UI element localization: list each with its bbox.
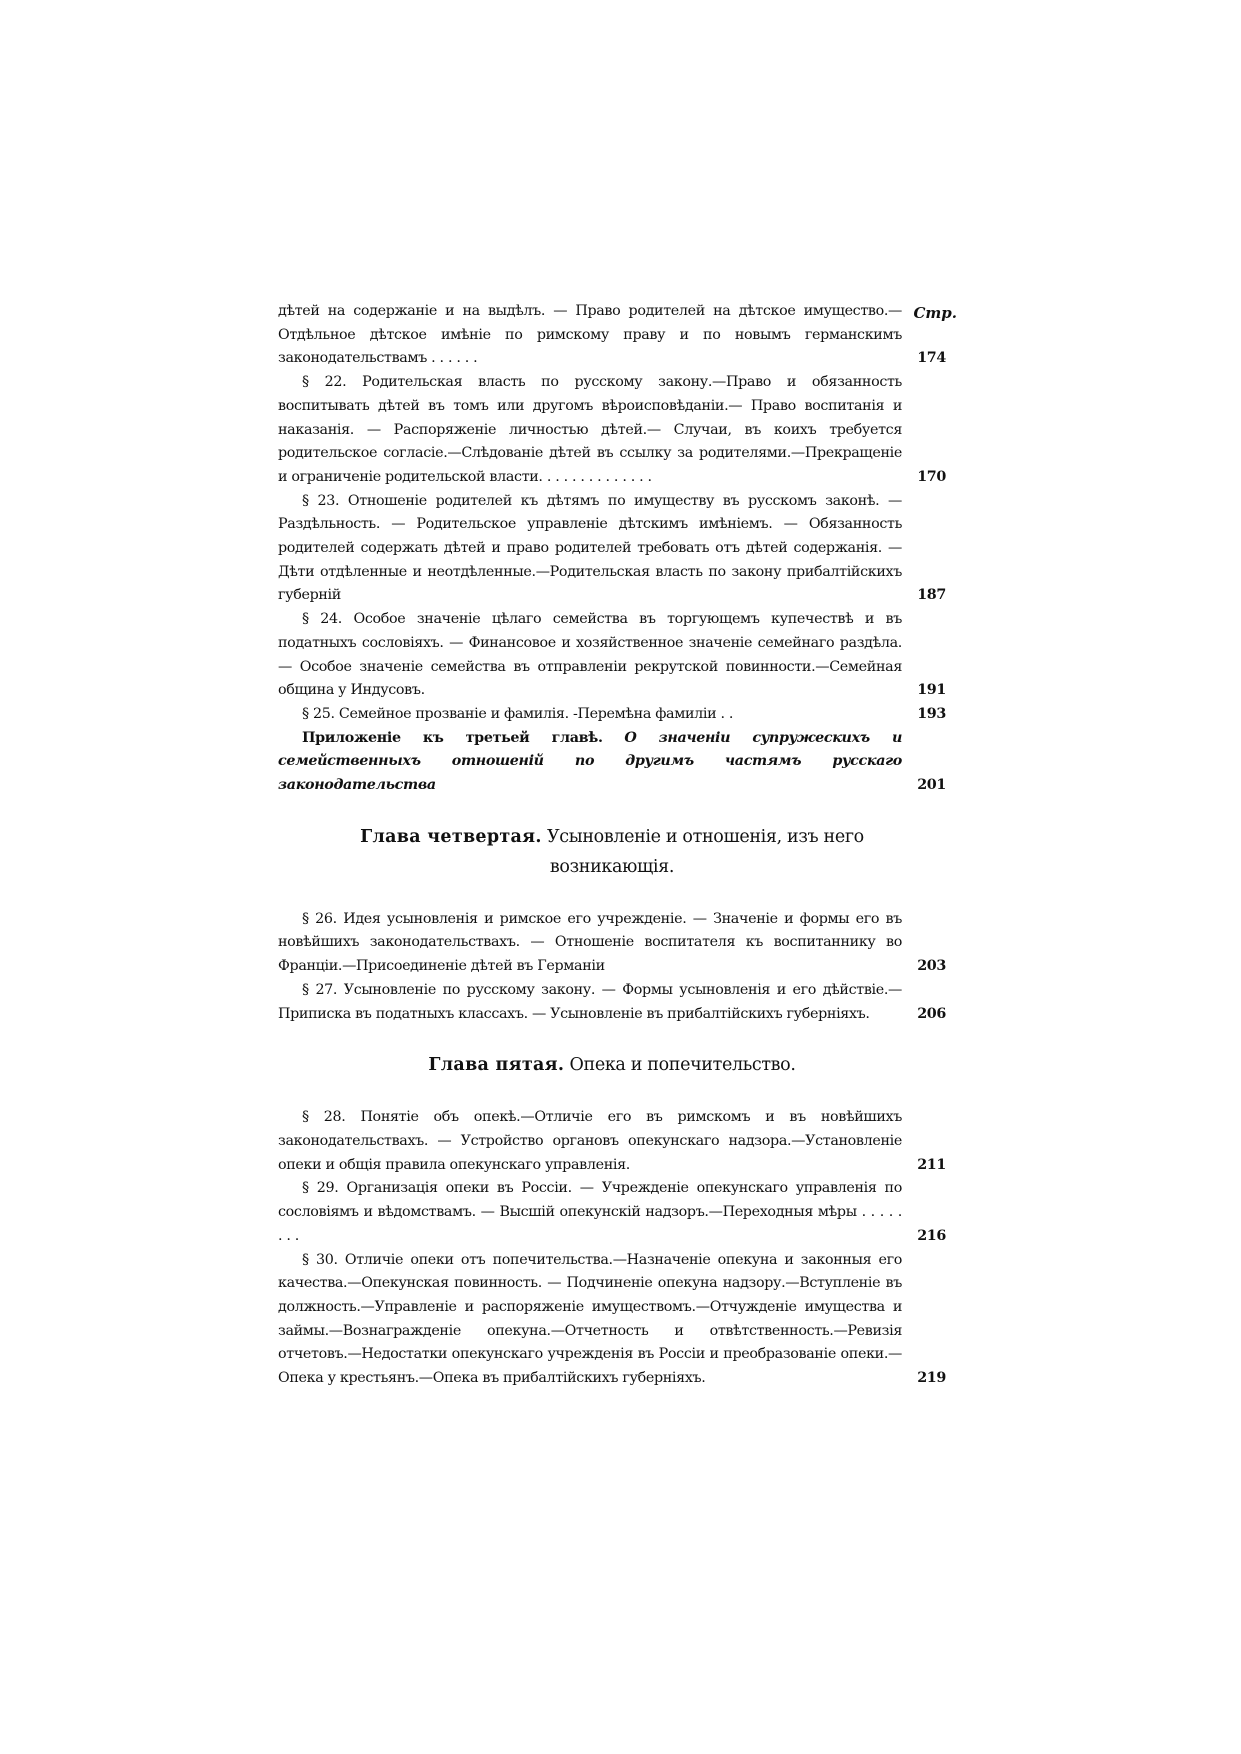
toc-entry-text: § 30. Отличіе опеки отъ попечительства.—Назначеніе опекуна и законныя его качества.—Опекунская повинность. — Подчиненіе опекуна надзору.—Вступленіе въ должность.—Управленіе и распоряженіе имуществомъ.—Отчужденіе имущества и займы.—Вознагражденіе опекуна.—Отчетность и отвѣтственность.—Ревизія отчетовъ.—Недостатки опекунскаго учрежденія въ Россіи и преобразованіе опеки.— Опека у крестьянъ.—Опека въ прибалтійскихъ губерніяхъ. [278,1251,902,1387]
toc-entry [278,1177,946,1248]
toc-entry-text: § 24. Особое значеніе цѣлаго семейства въ торгующемъ купечествѣ и въ податныхъ сословіяхъ. — Финансовое и хозяйственное значеніе семейнаго раздѣла. — Особое значеніе семейства въ отправленіи рекрутской повинности.—Семейная община у Индусовъ. [278,611,902,699]
toc-page-number: 211 [917,1156,946,1173]
chapter-title: Усыновленіе и отношенія, изъ него возникающія. [547,826,864,877]
toc-section-chapter5 [278,1106,946,1390]
appendix-title: О значеніи супружескихъ и семейственныхъ отношеній по другимъ частямъ русскаго законодательства [278,729,903,794]
chapter-heading-5 [318,1050,906,1080]
toc-entry [278,703,946,727]
table-of-contents [278,300,946,1391]
toc-page-number: 191 [917,682,946,699]
chapter-number: Глава четвертая. [360,826,542,847]
toc-entry-text: § 27. Усыновленіе по русскому закону. — Формы усыновленія и его дѣйствіе.—Приписка въ податныхъ классахъ. — Усыновленіе въ прибалтійскихъ губерніяхъ. [278,981,902,1022]
toc-entry-text: § 23. Отношеніе родителей къ дѣтямъ по имуществу въ русскомъ законѣ. — Раздѣльность. — Родительское управленіе дѣтскимъ имѣніемъ. — Обязанность родителей содержать дѣтей и право родителей требовать отъ дѣтей содержанія. — Дѣти отдѣленные и неотдѣленные.—Родительская власть по закону прибалтійскихъ губерній [278,492,902,604]
toc-entry [278,908,946,979]
appendix-lead: Приложеніе къ третьей главѣ. [302,729,603,746]
chapter-title: Опека и попечительство. [569,1055,796,1076]
toc-entry [278,608,946,703]
toc-section-chapter3 [278,300,946,727]
toc-entry-text: § 28. Понятіе объ опекѣ.—Отличіе его въ римскомъ и въ новѣйшихъ законодательствахъ. — Устройство органовъ опекунскаго надзора.—Установленіе опеки и общія правила опекунскаго управленія. [278,1109,902,1173]
toc-page-number: 170 [917,468,946,485]
toc-page-number: 203 [917,958,946,975]
toc-entry [278,490,946,609]
page-column-label: Стр. [913,304,957,322]
toc-page-number: 206 [917,1005,946,1022]
chapter-heading-4 [318,822,906,882]
toc-entry-appendix [278,727,946,798]
toc-entry-text: § 22. Родительская власть по русскому закону.—Право и обязанность воспитывать дѣтей въ томъ или другомъ вѣроисповѣданіи.— Право воспитанія и наказанія. — Распоряженіе личностью дѣтей.— Случаи, въ коихъ требуется родительское согласіе.—Слѣдованіе дѣтей въ ссылку за родителями.—Прекращеніе и ограниченіе родительской власти. . . . . . . . . . . . . . [278,374,902,485]
toc-entry-text: дѣтей на содержаніе и на выдѣлъ. — Право родителей на дѣтское имущество.—Отдѣльное дѣтское имѣніе по римскому праву и по новымъ германскимъ законодательствамъ . . . . . . [278,303,902,367]
chapter-number: Глава пятая. [428,1055,565,1076]
toc-entry [278,371,946,490]
toc-entry-text: § 25. Семейное прозваніе и фамилія. -Перемѣна фамиліи . . [302,705,734,722]
toc-entry [278,979,946,1026]
toc-page-number: 193 [917,705,946,722]
toc-section-chapter4 [278,908,946,1027]
toc-page-number: 219 [917,1370,946,1387]
toc-page-number: 201 [917,777,946,794]
toc-page-number: 187 [917,587,946,604]
toc-page-number: 216 [917,1227,946,1244]
toc-entry-text: § 29. Организація опеки въ Россіи. — Учрежденіе опекунскаго управленія по сословіямъ и вѣдомствамъ. — Высшій опекунскій надзоръ.—Переходныя мѣры . . . . . . . . [278,1180,902,1244]
toc-entry [278,1249,946,1391]
toc-entry [278,300,946,371]
toc-entry-text: § 26. Идея усыновленія и римское его учрежденіе. — Значеніе и формы его въ новѣйшихъ законодательствахъ. — Отношеніе воспитателя къ воспитаннику во Франціи.—Присоединеніе дѣтей въ Германіи [278,910,902,975]
toc-page-number: 174 [917,350,946,367]
toc-entry [278,1106,946,1177]
